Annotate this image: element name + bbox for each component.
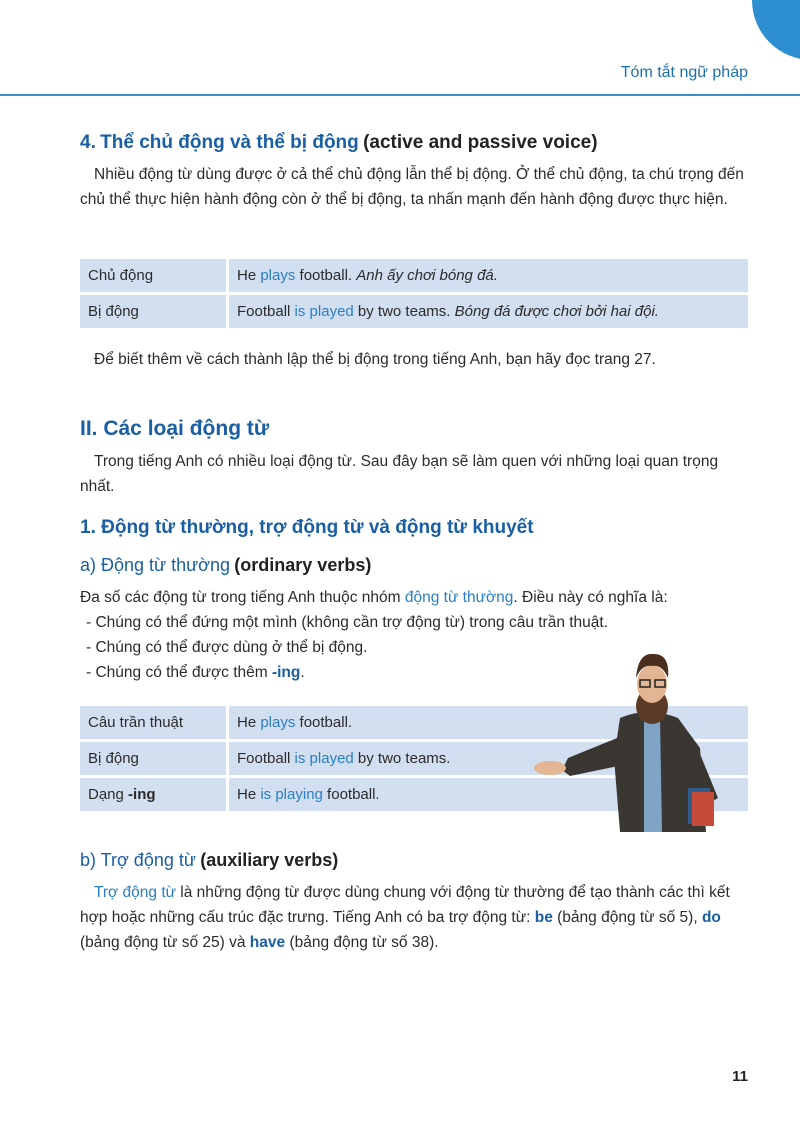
subA-title-en: (ordinary verbs) bbox=[234, 555, 372, 575]
subA-heading bbox=[80, 553, 748, 579]
list-item: - Chúng có thể được dùng ở thể bị động. bbox=[86, 639, 368, 656]
section4-note: Để biết thêm về cách thành lập thể bị động trong tiếng Anh, bạn hãy đọc trang 27. bbox=[94, 351, 656, 368]
header-title: Tóm tắt ngữ pháp bbox=[620, 64, 748, 81]
header-rule bbox=[0, 94, 800, 96]
subB-title-vi: b) Trợ động từ bbox=[80, 850, 196, 870]
subB-heading bbox=[80, 848, 748, 874]
table-label: Chủ động bbox=[80, 259, 228, 294]
corner-decoration bbox=[752, 0, 800, 60]
table-row bbox=[80, 259, 748, 294]
subA-title-vi: a) Động từ thường bbox=[80, 555, 230, 575]
section4-title-vi: Thể chủ động và thể bị động bbox=[100, 132, 359, 153]
table-example: He plays football. Anh ấy chơi bóng đá. bbox=[228, 259, 749, 294]
subA-intro: Đa số các động từ trong tiếng Anh thuộc nhóm động từ thường. Điều này có nghĩa là: bbox=[80, 589, 668, 606]
table-example: Football is played by two teams. Bóng đá được chơi bởi hai đội. bbox=[228, 294, 749, 330]
section4-number: 4. bbox=[80, 132, 96, 153]
page-number: 11 bbox=[732, 1068, 748, 1085]
section4-title-en: (active and passive voice) bbox=[363, 132, 598, 153]
subB-title-en: (auxiliary verbs) bbox=[200, 850, 339, 870]
table-example: He plays football. bbox=[228, 706, 749, 741]
table-row bbox=[80, 294, 748, 330]
section4-heading bbox=[80, 130, 748, 156]
table-label: Bị động bbox=[80, 741, 228, 777]
table-label: Câu trần thuật bbox=[80, 706, 228, 741]
sectionII-paragraph: Trong tiếng Anh có nhiều loại động từ. Sau đây bạn sẽ làm quen với những loại quan trọng nhất. bbox=[80, 453, 719, 495]
table-example: He is playing football. bbox=[228, 777, 749, 813]
table-example: Football is played by two teams. bbox=[228, 741, 749, 777]
sub1-title: 1. Động từ thường, trợ động từ và động từ khuyết bbox=[80, 517, 534, 538]
section4-paragraph: Nhiều động từ dùng được ở cả thể chủ động lẫn thể bị động. Ở thể chủ động, ta chú trọng đến chủ thể thực hiện hành động còn ở thể bị động, ta nhấn mạnh đến hành động được thực hiện. bbox=[80, 166, 744, 208]
table-label: Bị động bbox=[80, 294, 228, 330]
subB-paragraph: Trợ động từ là những động từ được dùng chung với động từ thường để tạo thành các thì kết hợp hoặc những cấu trúc đặc trưng. Tiếng Anh có ba trợ động từ: be (bảng động từ số 5), do (bảng động từ số 25) và have (bảng động từ số 38). bbox=[80, 884, 730, 951]
list-item: - Chúng có thể đứng một mình (không cần trợ động từ) trong câu trần thuật. bbox=[86, 614, 609, 631]
voice-table bbox=[80, 259, 748, 331]
list-item: - Chúng có thể được thêm -ing. bbox=[86, 664, 305, 681]
teacher-illustration bbox=[528, 648, 758, 832]
sectionII-title: II. Các loại động từ bbox=[80, 417, 270, 440]
table-label: Dạng -ing bbox=[80, 777, 228, 813]
